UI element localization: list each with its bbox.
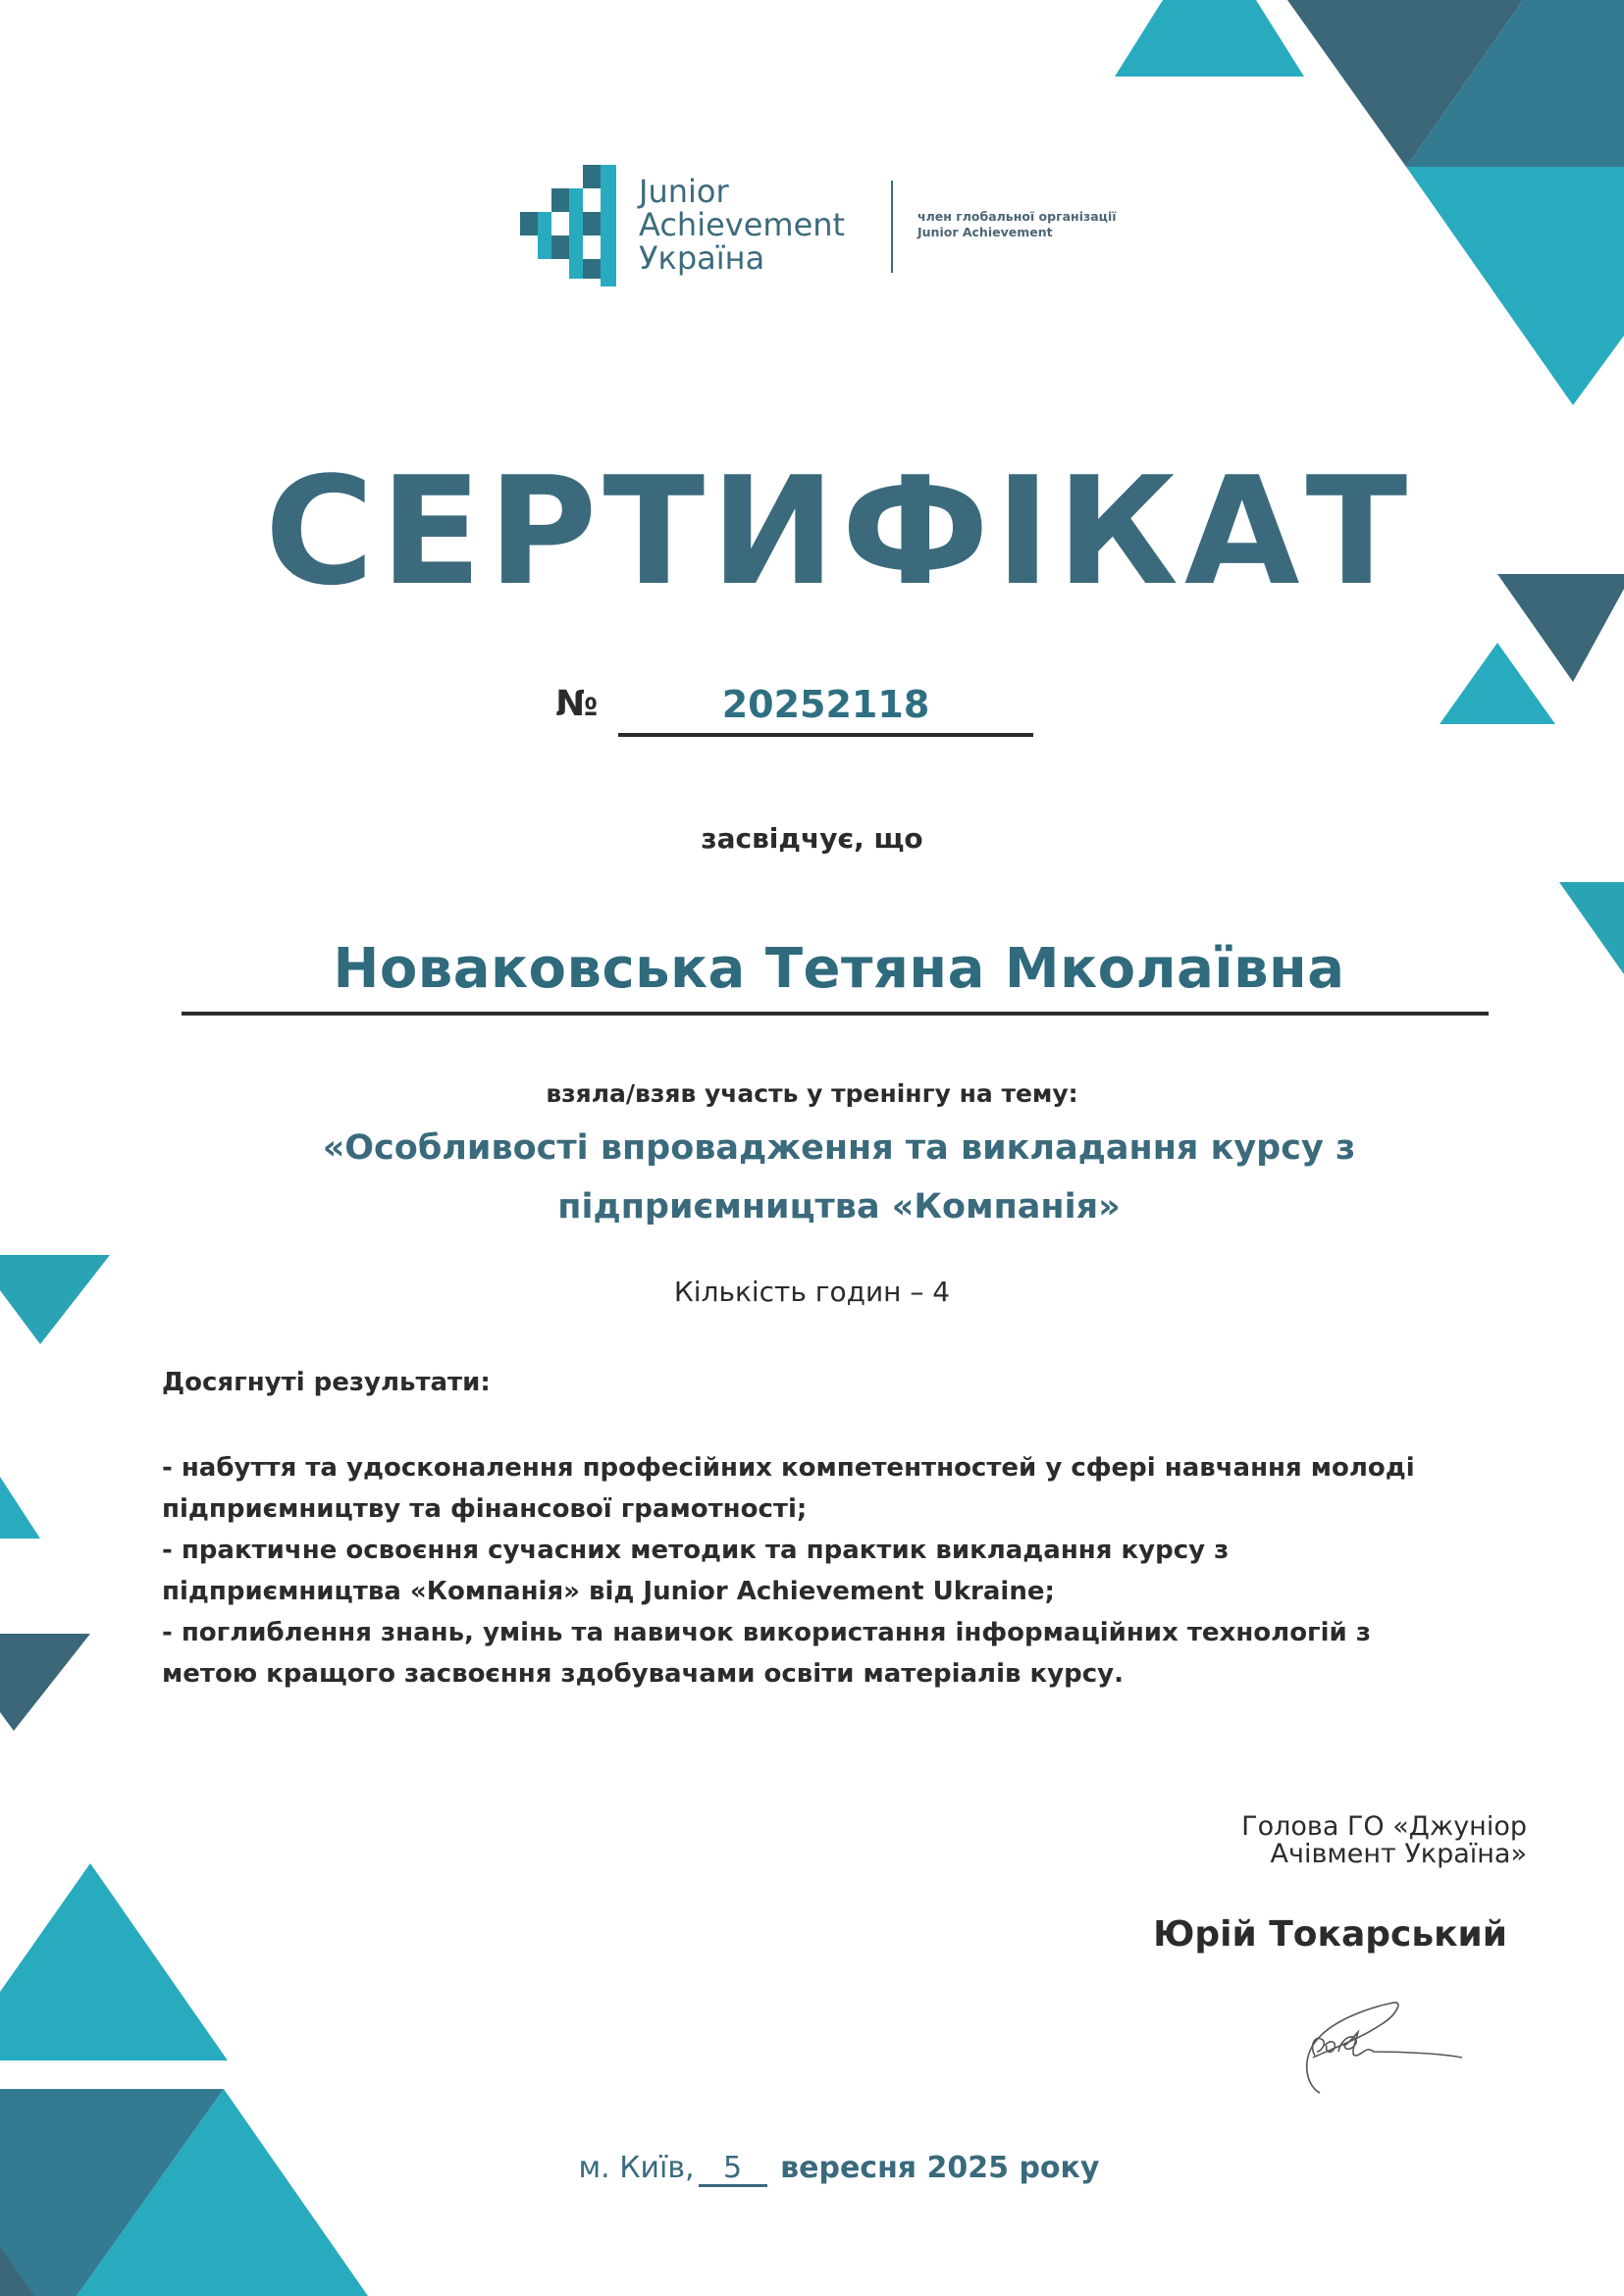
triangle-right-cyan: [1440, 643, 1555, 724]
recipient-name: Новаковська Тетяна Мколаївна: [333, 937, 1345, 1001]
results-list: [162, 1447, 1467, 1695]
triangle-bottom-cyan-upper: [0, 1863, 228, 2061]
participation-text: взяла/взяв участь у тренінгу на тему:: [546, 1079, 1078, 1108]
logo-line-2: Achievement: [639, 206, 846, 243]
logo-wordmark: [639, 175, 845, 275]
logo-membership-note: [917, 209, 1117, 240]
name-underline: [182, 1012, 1489, 1016]
triangle-left-dark: [0, 1634, 90, 1731]
junior-achievement-logo-icon: [520, 165, 618, 287]
logo-sub-line-2: Junior Achievement: [917, 225, 1053, 239]
shape-bottom-teal: [0, 2089, 224, 2296]
date-day: 5: [699, 2153, 767, 2187]
triangle-left-cyan: [0, 1477, 40, 1539]
signatory-name: Юрій Токарський: [1153, 1914, 1507, 1955]
place-and-date: [0, 2151, 1624, 2187]
hours-count: Кількість годин – 4: [673, 1276, 951, 1308]
triangle-bottom-cyan-lower: [77, 2089, 368, 2296]
triangle-top-dark: [1287, 0, 1523, 167]
logo-sub-line-1: член глобальної організації: [917, 209, 1117, 224]
results-heading: Досягнуті результати:: [162, 1368, 491, 1397]
signatory-role-line-1: Голова ГО «Джуніор: [1241, 1811, 1527, 1842]
number-underline: [618, 733, 1033, 737]
signatory-role-line-2: Ачівмент Україна»: [1270, 1839, 1527, 1869]
certificate-title: СЕРТИФІКАТ: [264, 444, 1414, 618]
result-item: - практичне освоєння сучасних методик та практик викладання курсу з підприємництва «Компанія» від Junior Achievement Ukraine;: [162, 1536, 1230, 1606]
handwritten-signature-icon: [1295, 1997, 1492, 2105]
signatory-role: [1079, 1813, 1527, 1868]
date-month-year: вересня 2025 року: [780, 2151, 1100, 2185]
certificate-number: 20252118: [721, 683, 930, 726]
logo-line-3: Україна: [639, 239, 765, 277]
logo-line-1: Junior: [639, 173, 729, 210]
triangle-bottom-dark-corner: [0, 2247, 34, 2296]
certifies-text: засвідчує, що: [701, 822, 923, 855]
city: м. Київ,: [578, 2151, 695, 2185]
result-item: - поглиблення знань, умінь та навичок використання інформаційних технологій з метою кращого засвоєння здобувачами освіти матеріалів курсу.: [162, 1618, 1371, 1689]
triangle-top-cyan: [1406, 167, 1624, 405]
result-item: - набуття та удосконалення професійних компетентностей у сфері навчання молоді підприємництву та фінансової грамотності;: [162, 1453, 1415, 1524]
triangle-top-teal: [1406, 0, 1624, 167]
logo-divider: [891, 181, 893, 273]
training-topic: «Особливості впровадження та викладання курсу з підприємництва «Компанія»: [322, 1128, 1356, 1226]
triangle-top-small-cyan: [1115, 0, 1304, 77]
number-sign: №: [555, 684, 599, 724]
